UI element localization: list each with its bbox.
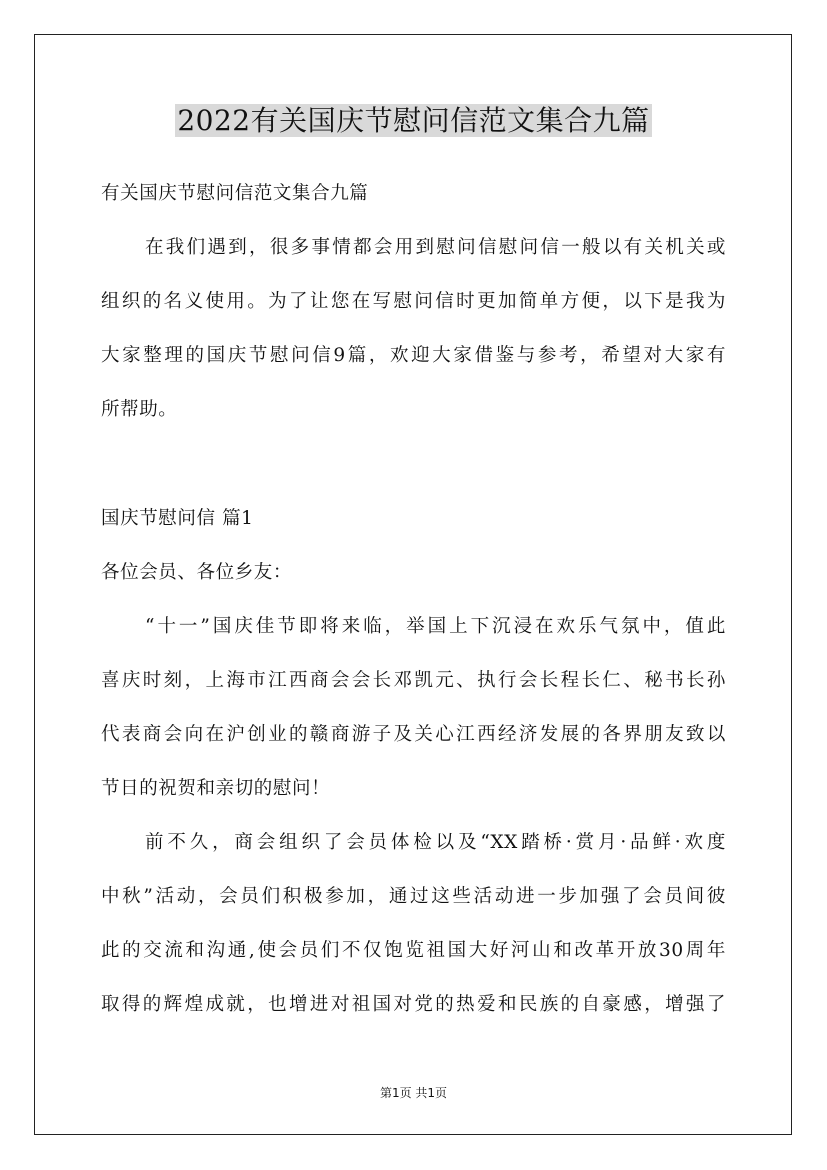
paragraph2-line-3: 此的交流和沟通,使会员们不仅饱览祖国大好河山和改革开放30周年 (101, 940, 726, 961)
intro-line-1: 在我们遇到，很多事情都会用到慰问信慰问信一般以有关机关或 (145, 237, 726, 258)
intro-line-2: 组织的名义使用。为了让您在写慰问信时更加简单方便，以下是我为 (101, 291, 726, 312)
document-subtitle: 有关国庆节慰问信范文集合九篇 (101, 183, 369, 204)
paragraph1-line-4: 节日的祝贺和亲切的慰问！ (101, 778, 331, 799)
document-title (0, 101, 827, 141)
paragraph1-line-1: “十一”国庆佳节即将来临，举国上下沉浸在欢乐气氛中，值此 (145, 616, 726, 637)
paragraph2-line-1: 前不久，商会组织了会员体检以及“XX踏桥·赏月·品鲜·欢度 (145, 832, 726, 853)
intro-line-3: 大家整理的国庆节慰问信9篇，欢迎大家借鉴与参考，希望对大家有 (101, 345, 726, 366)
paragraph1-line-2: 喜庆时刻，上海市江西商会会长邓凯元、执行会长程长仁、秘书长孙 (101, 670, 726, 691)
paragraph1-line-3: 代表商会向在沪创业的赣商游子及关心江西经济发展的各界朋友致以 (101, 724, 726, 745)
document-title-text: 2022有关国庆节慰问信范文集合九篇 (177, 104, 650, 137)
intro-line-4: 所帮助。 (101, 399, 178, 420)
salutation: 各位会员、各位乡友： (101, 562, 293, 583)
paragraph2-line-4: 取得的辉煌成就，也增进对祖国对党的热爱和民族的自豪感，增强了 (101, 994, 726, 1015)
page-footer: 第1页 共1页 (379, 1086, 448, 1100)
section-heading: 国庆节慰问信 篇1 (101, 508, 254, 529)
paragraph2-line-2: 中秋”活动，会员们积极参加，通过这些活动进一步加强了会员间彼 (101, 886, 726, 907)
